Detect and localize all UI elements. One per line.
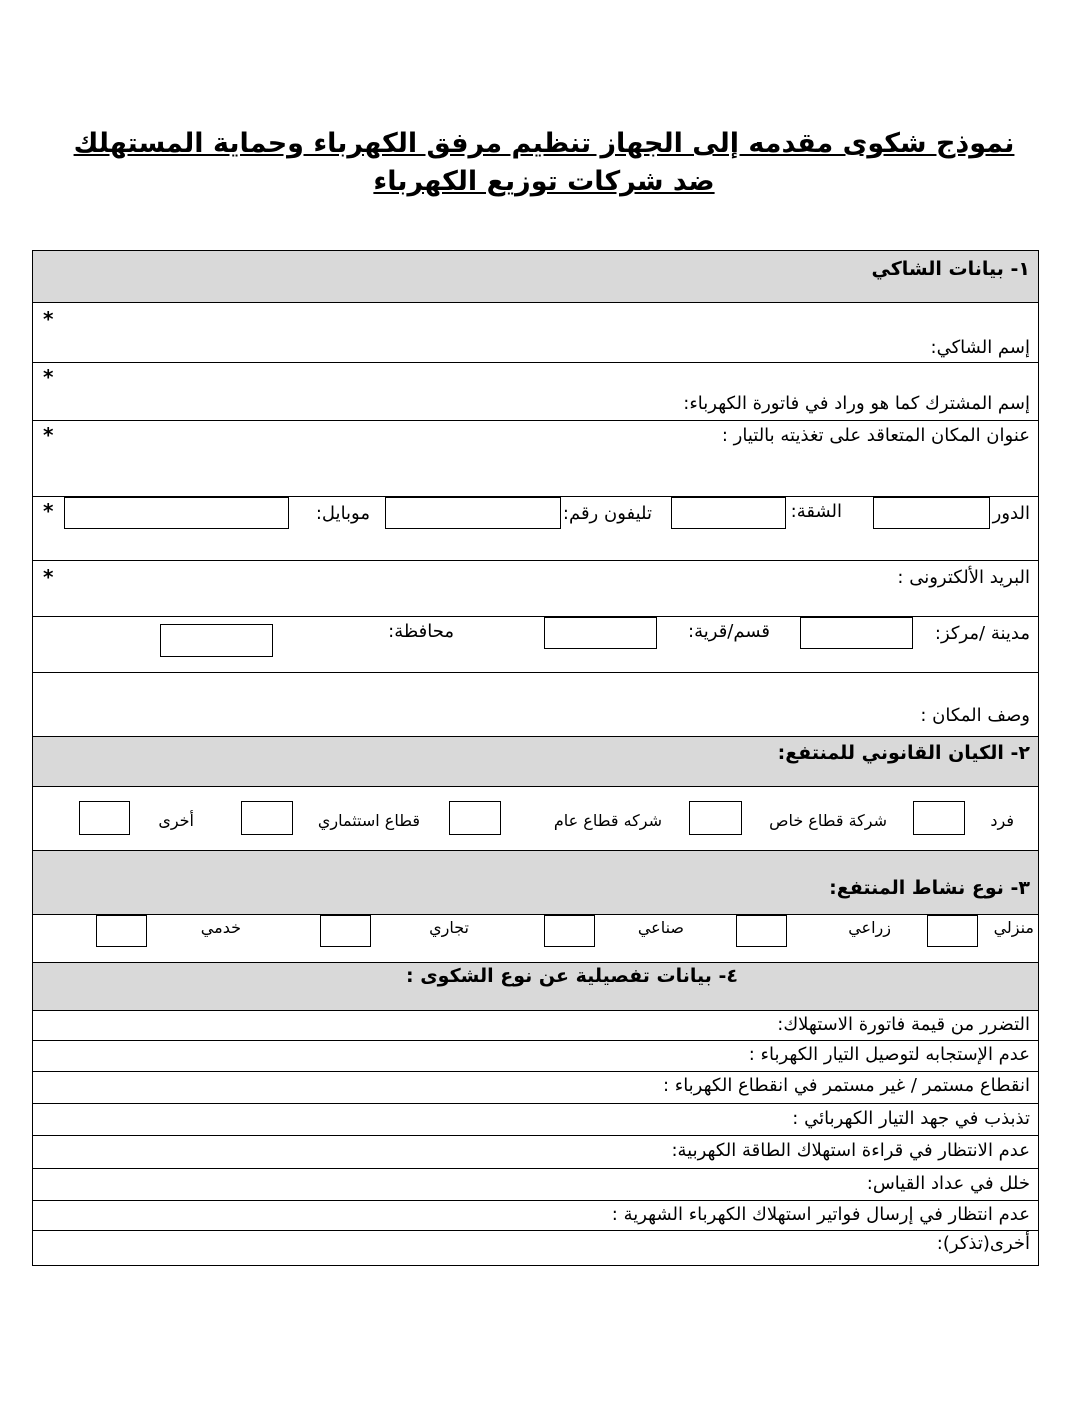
option-label-individual: فرد (990, 811, 1014, 830)
legal-entity-options (33, 787, 1038, 851)
required-mark: * (43, 307, 54, 331)
governorate-label: محافظة: (388, 621, 454, 642)
complaint-item[interactable] (33, 1136, 1038, 1169)
complaint-item[interactable] (33, 1072, 1038, 1104)
section1-header (33, 251, 1038, 303)
activity-type-options (33, 915, 1038, 963)
checkbox-residential[interactable] (927, 915, 978, 947)
option-label-public-company: شركه قطاع عام (553, 811, 662, 830)
complaint-item[interactable] (33, 1201, 1038, 1231)
district-input[interactable] (544, 617, 657, 649)
place-description-label: وصف المكان : (920, 705, 1030, 726)
address-field[interactable] (33, 421, 1038, 497)
complaint-item-label: انقطاع مستمر / غير مستمر في انقطاع الكهرباء : (662, 1075, 1030, 1096)
option-label-industrial: صناعي (637, 918, 684, 937)
section1-title: ١- بيانات الشاكي (871, 258, 1030, 280)
subscriber-name-field[interactable] (33, 363, 1038, 421)
section4-title: ٤- بيانات تفصيلية عن نوع الشكوى : (406, 965, 738, 987)
required-mark: * (43, 499, 54, 523)
complaint-item-label: التضرر من قيمة فاتورة الاستهلاك: (777, 1014, 1030, 1035)
checkbox-agricultural[interactable] (736, 915, 787, 947)
section4-header (33, 963, 1038, 1011)
place-description-field[interactable] (33, 673, 1038, 737)
phone-input[interactable] (385, 497, 561, 529)
phone-label: تليفون رقم: (562, 503, 652, 524)
option-label-other: أخرى (158, 811, 194, 830)
checkbox-commercial[interactable] (320, 915, 371, 947)
option-label-private-company: شركة قطاع خاص (769, 811, 887, 830)
section2-header (33, 737, 1038, 787)
checkbox-public-company[interactable] (449, 801, 501, 835)
required-mark: * (43, 365, 54, 389)
apartment-label: الشقة: (790, 501, 842, 522)
city-label: مدينة /مركز: (934, 623, 1030, 644)
subscriber-name-label: إسم المشترك كما هو وراد في فاتورة الكهرباء: (683, 393, 1030, 414)
complaint-item[interactable] (33, 1011, 1038, 1041)
required-mark: * (43, 423, 54, 447)
floor-input[interactable] (873, 497, 990, 529)
checkbox-private-company[interactable] (689, 801, 742, 835)
complaint-item-label: عدم الإستجابه لتوصيل التيار الكهرباء : (748, 1044, 1030, 1065)
email-field[interactable] (33, 561, 1038, 617)
section3-header (33, 851, 1038, 915)
checkbox-individual[interactable] (913, 801, 965, 835)
option-label-commercial: تجاري (429, 918, 469, 937)
required-mark: * (43, 565, 54, 589)
complaint-item[interactable] (33, 1041, 1038, 1072)
complaint-item-label: تذبذب في جهد التيار الكهربائي : (792, 1108, 1030, 1129)
form-title-line1: نموذج شكوى مقدمه إلى الجهاز تنظيم مرفق الكهرباء وحماية المستهلك (73, 128, 1015, 159)
checkbox-investment-sector[interactable] (241, 801, 293, 835)
complainant-name-label: إسم الشاكي: (930, 337, 1030, 358)
option-label-service: خدمي (200, 918, 241, 937)
address-label: عنوان المكان المتعاقد على تغذيته بالتيار : (721, 425, 1030, 446)
complaint-form (32, 250, 1039, 1266)
option-label-residential: منزلي (993, 918, 1034, 937)
complaint-item[interactable] (33, 1231, 1038, 1265)
district-label: قسم/قرية: (688, 621, 770, 642)
floor-label: الدور (992, 503, 1030, 524)
complaint-item-label: أخرى(تذكر): (936, 1233, 1030, 1254)
apartment-input[interactable] (671, 497, 786, 529)
complaint-item[interactable] (33, 1104, 1038, 1136)
checkbox-industrial[interactable] (544, 915, 595, 947)
mobile-input[interactable] (64, 497, 289, 529)
option-label-investment-sector: قطاع استثماري (317, 811, 420, 830)
section3-title: ٣- نوع نشاط المنتفع: (829, 877, 1030, 899)
location-row (33, 617, 1038, 673)
option-label-agricultural: زراعي (848, 918, 891, 937)
governorate-input[interactable] (160, 624, 273, 657)
complaint-item-label: عدم انتظار في إرسال فواتير استهلاك الكهرباء الشهرية : (611, 1204, 1030, 1225)
checkbox-service[interactable] (96, 915, 147, 947)
complaint-item[interactable] (33, 1169, 1038, 1201)
complaint-item-label: خلل في عداد القياس: (866, 1173, 1030, 1194)
email-label: البريد الألكترونى : (897, 567, 1030, 588)
mobile-label: موبايل: (315, 503, 370, 524)
city-input[interactable] (800, 617, 913, 649)
form-title-line2: ضد شركات توزيع الكهرباء (373, 166, 715, 197)
section2-title: ٢- الكيان القانوني للمنتفع: (777, 742, 1030, 764)
checkbox-other[interactable] (79, 801, 130, 835)
complaint-item-label: عدم الانتظار في قراءة استهلاك الطاقة الكهربية: (671, 1140, 1030, 1161)
contact-row (33, 497, 1038, 561)
complainant-name-field[interactable] (33, 303, 1038, 363)
